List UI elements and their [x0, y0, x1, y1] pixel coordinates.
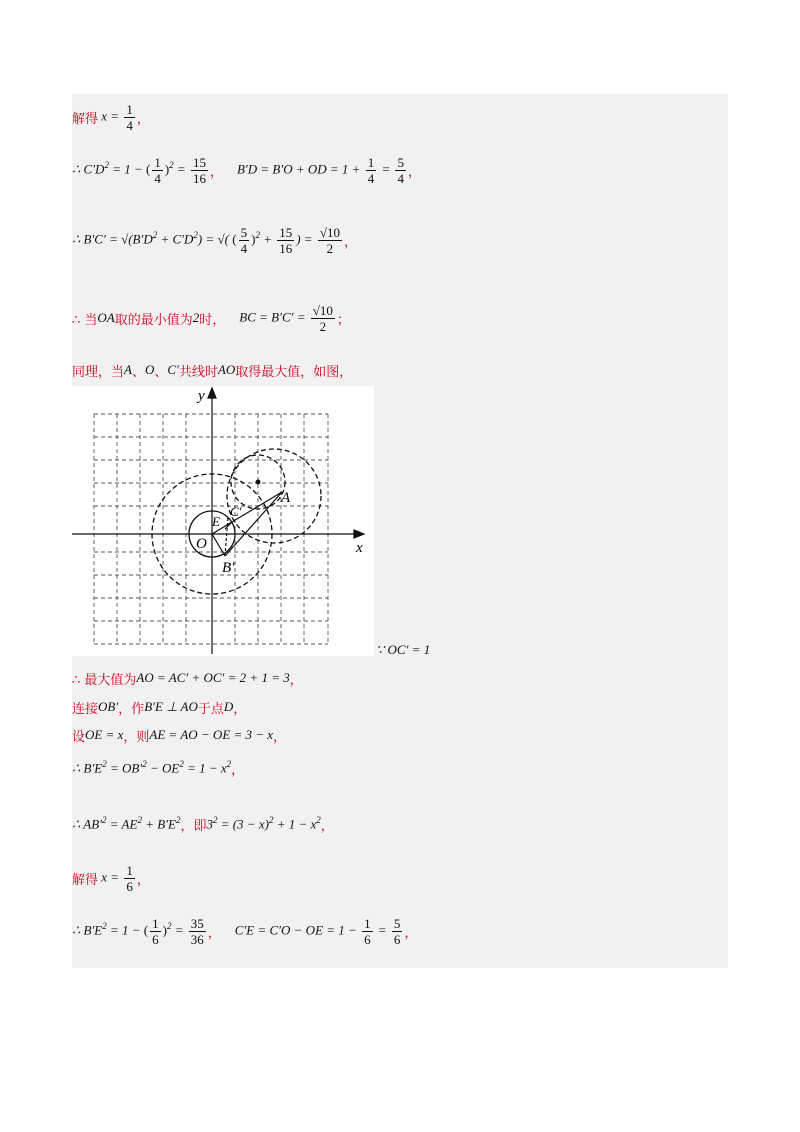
solution-line-4: [72, 302, 350, 334]
text-label: ，作: [118, 701, 145, 717]
math-expression: ∴ $B'E^2 = 1$ − ( $\frac{1}{6}$ )$^2$ = $\frac{35}{36}$: [72, 915, 204, 947]
math-expression: BC = B′C′ = $\frac{√10}{2}$: [239, 302, 333, 334]
math-variable: AO: [217, 362, 236, 377]
punct: 、: [131, 364, 145, 380]
math-number: 2: [192, 310, 200, 325]
y-axis-label: y: [198, 388, 205, 404]
punct: ，: [343, 234, 357, 250]
solution-line-8: [72, 695, 246, 719]
punct: ，: [136, 111, 150, 127]
punct: ，: [136, 872, 150, 888]
math-expression: B′E ⊥ AO: [144, 699, 198, 714]
text-label: ，即: [180, 818, 207, 834]
solution-line-13: [72, 915, 418, 947]
punct: ，: [209, 164, 223, 180]
math-expression: x = $\frac{1}{4}$: [98, 101, 133, 133]
math-variable: OB′: [98, 699, 119, 714]
text-label: ∴ 最大值为: [72, 672, 137, 688]
solution-line-5: [72, 358, 352, 382]
punct: ，: [289, 672, 303, 688]
text-label: 同理，当: [72, 364, 125, 380]
coordinate-figure: [72, 386, 374, 656]
solution-line-11: [72, 812, 334, 836]
segments: [212, 492, 282, 556]
point-b-label: B′: [222, 560, 235, 576]
solution-line-2: [72, 154, 421, 186]
text-label: ∴ 当: [72, 312, 98, 328]
grid: [94, 414, 328, 644]
math-expression: ∴ $B'C' = √(B'D^2 + C'D^2)$ = √( ( $\frac{5}{4}$ )$^2$ + $\frac{15}{16}$ ) = $\frac{√10}{2}$: [72, 224, 340, 256]
math-expression: ∴ $AB'^2 = AE^2 + B'E^2$: [72, 815, 181, 832]
math-expression: ∴ $C'D^2 = 1$ − ( $\frac{1}{4}$ )$^2$ = $\frac{15}{16}$: [72, 154, 206, 186]
solution-line-1: [72, 101, 150, 133]
x-axis-label: x: [356, 540, 363, 556]
math-expression: B′D = B′O + OD = 1 + $\frac{1}{4}$ = $\frac{5}{4}$: [236, 154, 404, 186]
punct: ；: [336, 312, 350, 328]
text-label: 设: [72, 729, 86, 745]
solution-line-7: [72, 666, 303, 690]
math-variable: D: [223, 699, 234, 714]
point-e-label: E: [212, 514, 220, 529]
math-expression: C′E = C′O − OE = 1 − $\frac{1}{6}$ = $\frac{5}{6}$: [234, 915, 401, 947]
math-variable: O: [144, 362, 155, 377]
punct: ，: [233, 701, 247, 717]
text-label: 连接: [72, 701, 99, 717]
point-a-label: A: [281, 490, 291, 506]
solution-line-6: [376, 638, 430, 662]
punct: ，: [231, 762, 245, 778]
circle-center-dot: [256, 480, 261, 485]
point-o-label: O: [196, 536, 207, 552]
text-label: ，则: [123, 729, 150, 745]
punct: ，: [320, 818, 334, 834]
punct: ，: [404, 925, 418, 941]
solution-line-9: [72, 723, 286, 747]
math-expression: AE = AO − OE = 3 − x: [149, 727, 274, 742]
text-label: 于点: [197, 701, 224, 717]
punct: ，: [207, 925, 221, 941]
math-expression: ∵ OC′ = 1: [376, 642, 431, 657]
punct: ，: [273, 729, 287, 745]
math-expression: AO = AC′ + OC′ = 2 + 1 = 3: [136, 670, 290, 685]
solution-line-10: [72, 756, 244, 780]
medium-dashed-circle: [227, 449, 321, 543]
math-variable: C′: [167, 362, 179, 377]
point-c-label: C′: [230, 504, 242, 519]
math-expression: OE = x: [85, 727, 124, 742]
text-label: 取得最大值，如图，: [235, 364, 353, 380]
punct: ，: [407, 164, 421, 180]
punct: 、: [154, 364, 168, 380]
text-label: 解得: [72, 872, 99, 888]
math-variable: OA: [97, 310, 115, 325]
math-expression: x = $\frac{1}{6}$: [98, 862, 133, 894]
text-label: 共线时: [178, 364, 218, 380]
text-label: 时，: [199, 312, 226, 328]
solution-line-3: [72, 224, 357, 256]
text-label: 解得: [72, 111, 99, 127]
solution-line-12: [72, 862, 150, 894]
math-expression: $3^2 = (3 - x)^2 + 1 - x^2$: [206, 815, 321, 832]
text-label: 取的最小值为: [114, 312, 193, 328]
math-expression: ∴ $B'E^2 = OB'^2 - OE^2 = 1 - x^2$: [72, 759, 232, 776]
math-variable: A: [124, 362, 132, 377]
